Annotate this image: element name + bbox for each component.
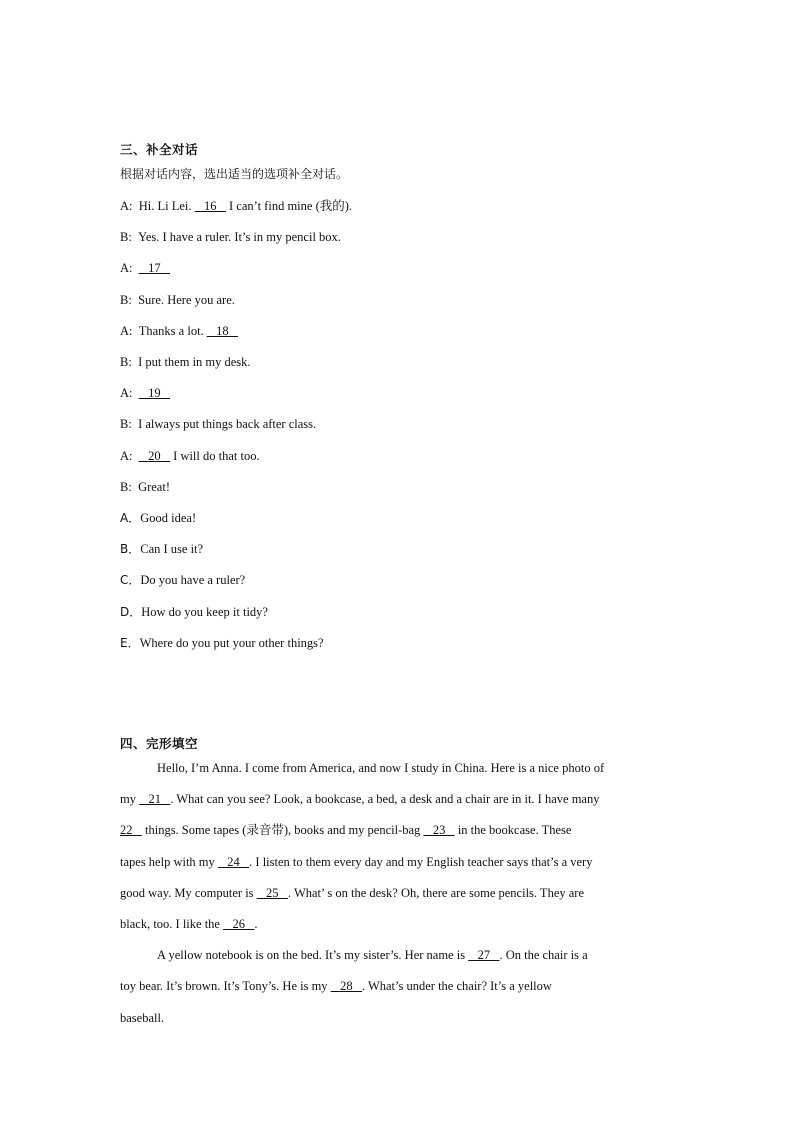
answer-blank: 19 [138, 386, 170, 401]
dialogue-line [120, 385, 170, 401]
option-item [120, 541, 203, 557]
speaker-label: B: [120, 355, 139, 369]
passage-text: . What’ s on the desk? Oh, there are some pencils. They are [287, 885, 584, 900]
speaker-label: A: [120, 261, 139, 276]
option-text: Can I use it? [140, 542, 204, 557]
option-text: Where do you put your other things? [139, 635, 324, 650]
passage-line [120, 1010, 680, 1026]
option-letter: C． [120, 573, 141, 588]
dialogue-line [120, 354, 251, 370]
option-letter: A． [120, 511, 141, 525]
dialogue-line [120, 416, 316, 432]
dialogue-text: I put them in my desk. [138, 355, 251, 369]
dialogue-text: Great! [138, 479, 170, 494]
cloze-blank: 25 [256, 885, 288, 900]
dialogue-line [120, 448, 260, 464]
speaker-label: B: [120, 230, 139, 245]
cloze-blank: 28 [330, 979, 362, 994]
speaker-label: A: [120, 199, 139, 213]
cloze-blank: 27 [468, 948, 500, 963]
passage-text: Hello, I’m Anna. I come from America, and now I study in China. Here is a nice photo of [157, 761, 605, 775]
passage-text: . What’s under the chair? It’s a yellow [361, 979, 552, 994]
speaker-label: B: [120, 292, 139, 307]
dialogue-text: Thanks a lot. [138, 323, 207, 338]
dialogue-line [120, 229, 341, 245]
answer-blank: 16 [194, 199, 226, 213]
dialogue-text: Hi. Li Lei. [138, 199, 195, 213]
cloze-blank: 26 [223, 917, 255, 931]
cloze-blank: 22 [120, 823, 142, 838]
passage-text: in the bookcase. These [454, 823, 572, 838]
option-text: How do you keep it tidy? [141, 604, 268, 619]
answer-blank: 18 [206, 323, 239, 338]
section3-title: 三、补全对话 [120, 142, 199, 157]
option-text: Do you have a ruler? [140, 573, 246, 588]
passage-text: . On the chair is a [499, 948, 588, 963]
passage-line [157, 760, 717, 776]
dialogue-line [120, 260, 170, 276]
speaker-label: A: [120, 386, 139, 401]
passage-text: baseball. [120, 1010, 165, 1025]
answer-blank: 20 [138, 448, 170, 463]
dialogue-text: I can’t find mine (我的). [225, 199, 353, 213]
passage-text: toy bear. It’s brown. It’s Tony’s. He is my [120, 979, 331, 994]
passage-line [120, 885, 680, 901]
passage-text: . [254, 917, 258, 931]
option-item [120, 510, 196, 526]
cloze-blank: 21 [139, 792, 171, 807]
dialogue-line [120, 292, 235, 308]
passage-line [120, 854, 680, 870]
passage-text: tapes help with my [120, 854, 218, 869]
option-item [120, 572, 245, 588]
dialogue-text: I always put things back after class. [138, 417, 317, 432]
option-item [120, 635, 324, 651]
cloze-blank: 24 [217, 854, 250, 869]
speaker-label: A: [120, 448, 139, 463]
passage-line [120, 791, 680, 807]
passage-text: . What can you see? Look, a bookcase, a bed, a desk and a chair are in it. I have many [170, 792, 600, 807]
option-letter: D． [120, 604, 142, 619]
option-letter: B． [120, 542, 141, 557]
dialogue-text: Yes. I have a ruler. It’s in my pencil box. [138, 230, 341, 245]
passage-line [120, 822, 680, 838]
option-item [120, 604, 268, 620]
section3-instruction: 根据对话内容，选出适当的选项补全对话。 [120, 167, 349, 181]
option-text: Good idea! [140, 511, 197, 525]
passage-text: good way. My computer is [120, 885, 257, 900]
cloze-blank: 23 [423, 823, 455, 838]
passage-text: . I listen to them every day and my English teacher says that’s a very [249, 854, 593, 869]
section4-title: 四、完形填空 [120, 736, 199, 751]
option-letter: E． [120, 635, 140, 650]
passage-line [120, 916, 680, 932]
passage-line [157, 947, 717, 963]
passage-text: things. Some tapes (录音带), books and my pencil-bag [141, 823, 424, 838]
passage-text: my [120, 792, 140, 807]
speaker-label: B: [120, 417, 139, 432]
dialogue-line [120, 198, 352, 214]
dialogue-text: Sure. Here you are. [138, 292, 235, 307]
dialogue-line [120, 323, 238, 339]
passage-text: black, too. I like the [120, 917, 224, 931]
dialogue-line [120, 479, 170, 495]
passage-line [120, 978, 680, 994]
answer-blank: 17 [138, 261, 170, 276]
dialogue-text: I will do that too. [170, 448, 260, 463]
speaker-label: B: [120, 479, 139, 494]
speaker-label: A: [120, 323, 139, 338]
passage-text: A yellow notebook is on the bed. It’s my sister’s. Her name is [157, 948, 469, 963]
